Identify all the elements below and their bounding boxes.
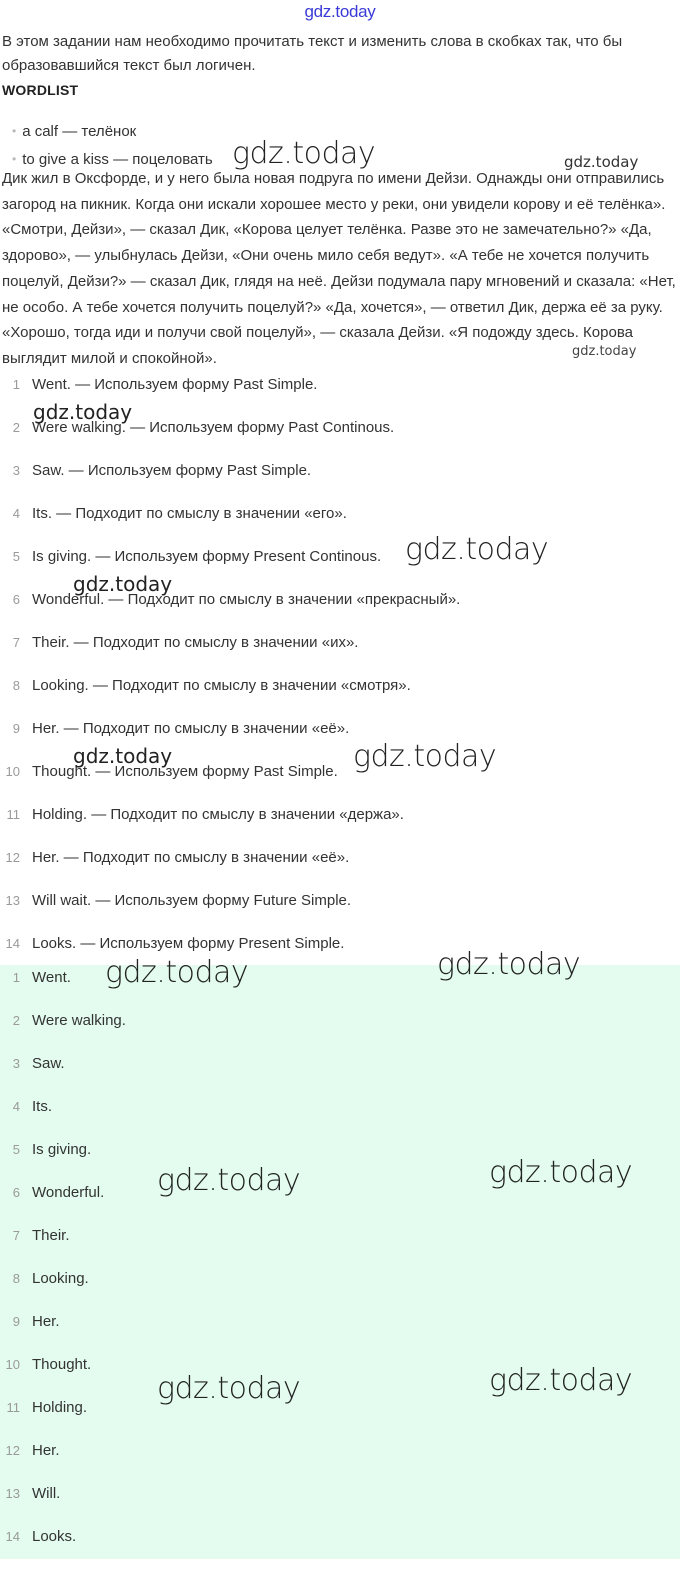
answer-text: Were walking. — Используем форму Past Continous.: [32, 419, 395, 436]
answer-text: Went.: [32, 969, 71, 986]
answers-list: [0, 375, 680, 977]
answer-row: [0, 1484, 680, 1527]
answer-text: Will.: [32, 1485, 61, 1502]
answer-text: Her.: [32, 1442, 60, 1459]
answer-row: [0, 968, 680, 1011]
answer-row: [0, 504, 680, 547]
answer-text: Wonderful. — Подходит по смыслу в значении «прекрасный».: [32, 591, 461, 608]
answer-number: 6: [12, 592, 20, 607]
answer-row: [0, 1398, 680, 1441]
answer-number: 11: [6, 807, 20, 822]
answer-row: [0, 676, 680, 719]
bullet-icon: •: [12, 124, 17, 138]
watermark: gdz.today: [105, 955, 249, 990]
answer-number: 13: [5, 893, 20, 908]
answer-row: [0, 1527, 680, 1570]
answer-row: [0, 1269, 680, 1312]
answer-number: 4: [12, 1099, 20, 1114]
answer-row: [0, 805, 680, 848]
watermark: gdz.today: [33, 400, 133, 424]
watermark: gdz.today: [73, 744, 173, 768]
answer-number: 8: [12, 1271, 20, 1286]
answer-row: [0, 1183, 680, 1226]
answer-row: [0, 461, 680, 504]
answer-number: 1: [12, 377, 20, 392]
answer-number: 13: [5, 1486, 20, 1501]
wordlist-item: • to give a kiss — поцеловать: [12, 150, 213, 168]
answer-text: Looks. — Используем форму Present Simple.: [32, 935, 345, 952]
answer-number: 10: [5, 764, 20, 779]
answer-text: Saw. — Используем форму Past Simple.: [32, 462, 312, 479]
answer-number: 4: [12, 506, 20, 521]
answer-text: Her. — Подходит по смыслу в значении «её».: [32, 720, 350, 737]
story-translation: Дик жил в Оксфорде, и у него была новая подруга по имени Дейзи. Однажды они отправились загород на пикник. Когда они искали хорошее место у реки, они увидели корову и её телёнка». «Смотри, Дейзи», — сказал Дик, «Корова целует телёнка. Разве это не замечательно?» «Да, здорово», — улыбнулась Дейзи, «Они очень мило себя ведут». «А тебе не хочется получить поцелуй, Дейзи?» — сказал Дик, глядя на неё. Дейзи подумала пару мгновений и сказала: «Нет, не особо. А тебе хочется получить поцелуй?» «Да, хочется», — ответил Дик, держа её за руку. «Хорошо, тогда иди и получи свой поцелуй», — сказала Дейзи. «Я подожду здесь. Корова выглядит милой и спокойной».: [2, 170, 676, 367]
answer-number: 9: [12, 1314, 20, 1329]
answer-row: [0, 762, 680, 805]
answer-number: 11: [6, 1400, 20, 1415]
answer-row: [0, 375, 680, 418]
answer-row: [0, 1441, 680, 1484]
answer-row: [0, 418, 680, 461]
watermark: gdz.today: [353, 739, 497, 774]
answer-row: [0, 547, 680, 590]
wordlist: [12, 117, 213, 173]
answer-row: [0, 848, 680, 891]
watermark: gdz.today: [489, 1363, 633, 1398]
answer-number: 2: [12, 420, 20, 435]
answer-number: 7: [12, 1228, 20, 1243]
answer-number: 10: [5, 1357, 20, 1372]
answer-text: Looking. — Подходит по смыслу в значении «смотря».: [32, 677, 411, 694]
answer-text: Wonderful.: [32, 1184, 105, 1201]
answer-number: 3: [12, 1056, 20, 1071]
answer-row: [0, 1097, 680, 1140]
answer-text: Went. — Используем форму Past Simple.: [32, 376, 318, 393]
answer-text: Their. — Подходит по смыслу в значении «их».: [32, 634, 359, 651]
watermark: gdz.today: [437, 947, 581, 982]
answer-text: Holding. — Подходит по смыслу в значении «держа».: [32, 806, 404, 823]
wordlist-title: WORDLIST: [2, 82, 79, 98]
answer-row: [0, 1011, 680, 1054]
answer-row: [0, 1140, 680, 1183]
answer-text: Thought.: [32, 1356, 92, 1373]
answer-text: Holding.: [32, 1399, 88, 1416]
watermark: gdz.today: [564, 153, 639, 171]
answer-row: [0, 590, 680, 633]
answer-row: [0, 1226, 680, 1269]
answer-text: Its. — Подходит по смыслу в значении «его».: [32, 505, 347, 522]
watermark: gdz.today: [489, 1155, 633, 1190]
answer-text: Is giving.: [32, 1141, 92, 1158]
answer-number: 5: [12, 549, 20, 564]
watermark: gdz.today: [157, 1371, 301, 1406]
answer-text: Thought. — Используем форму Past Simple.: [32, 763, 338, 780]
answer-text: Will wait. — Используем форму Future Simple.: [32, 892, 352, 909]
answer-number: 8: [12, 678, 20, 693]
answer-number: 12: [5, 1443, 20, 1458]
answer-text: Her. — Подходит по смыслу в значении «её».: [32, 849, 350, 866]
watermark: gdz.today: [157, 1163, 301, 1198]
answer-text: Saw.: [32, 1055, 65, 1072]
site-logo[interactable]: gdz.today: [304, 2, 376, 21]
answer-text: Her.: [32, 1313, 60, 1330]
watermark: gdz.today: [73, 572, 173, 596]
answer-row: [0, 1355, 680, 1398]
answer-number: 6: [12, 1185, 20, 1200]
answer-text: Is giving. — Используем форму Present Continous.: [32, 548, 382, 565]
answer-number: 1: [12, 970, 20, 985]
answer-number: 2: [12, 1013, 20, 1028]
answer-number: 3: [12, 463, 20, 478]
answer-text: Its.: [32, 1098, 53, 1115]
answer-text: Their.: [32, 1227, 70, 1244]
answer-text: Looks.: [32, 1528, 77, 1545]
answer-row: [0, 1312, 680, 1355]
wordlist-item: • a calf — телёнок: [12, 122, 137, 140]
answer-number: 14: [5, 936, 20, 951]
answer-row: [0, 891, 680, 934]
bullet-icon: •: [12, 152, 17, 166]
task-intro: В этом задании нам необходимо прочитать текст и изменить слова в скобках так, что бы образовавшийся текст был логичен.: [2, 33, 623, 74]
watermark: gdz.today: [405, 532, 549, 567]
answer-text: Were walking.: [32, 1012, 126, 1029]
watermark: gdz.today: [572, 344, 637, 359]
answer-text: Looking.: [32, 1270, 89, 1287]
answer-number: 7: [12, 635, 20, 650]
answer-row: [0, 633, 680, 676]
answer-number: 12: [5, 850, 20, 865]
answer-number: 14: [5, 1529, 20, 1544]
answer-row: [0, 1054, 680, 1097]
short-answers-list: [0, 968, 680, 1570]
answer-number: 9: [12, 721, 20, 736]
watermark: gdz.today: [232, 136, 376, 171]
answer-number: 5: [12, 1142, 20, 1157]
answer-row: [0, 719, 680, 762]
